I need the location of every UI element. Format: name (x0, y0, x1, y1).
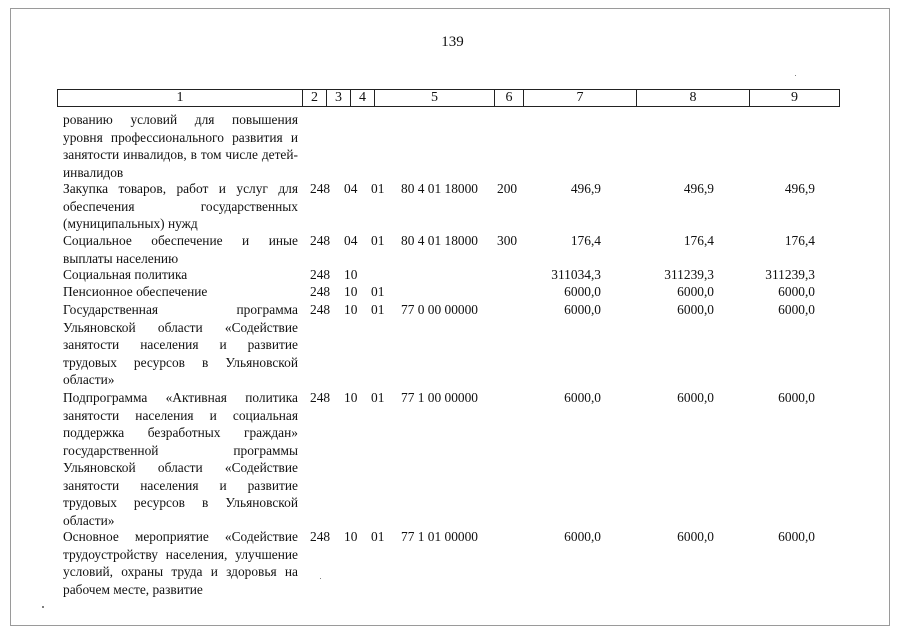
cell-section: 10 (344, 284, 358, 299)
cell-target-article: 77 1 01 00000 (401, 529, 478, 544)
scan-speck (42, 606, 44, 608)
cell-section: 04 (344, 233, 358, 248)
cell-amount-3: 6000,0 (778, 390, 815, 405)
row-description: Пенсионное обеспечение (63, 284, 208, 299)
cell-amount-2: 6000,0 (677, 390, 714, 405)
cell-amount-3: 6000,0 (778, 284, 815, 299)
cell-ministry: 248 (310, 233, 331, 248)
cell-subsection: 01 (371, 181, 385, 196)
cell-subsection: 01 (371, 390, 385, 405)
page-number: 139 (441, 34, 464, 50)
cell-amount-1: 176,4 (570, 233, 601, 248)
cell-ministry: 248 (310, 267, 331, 282)
cell-target-article: 77 0 00 00000 (401, 302, 478, 317)
cell-amount-1: 311034,3 (551, 267, 601, 282)
row-description: Основное мероприятие «Содействие трудоустройству населения, улучшение условий, охраны труда и здоровья на рабочем месте, развитие (63, 529, 298, 597)
cell-expense-type: 200 (497, 181, 518, 196)
row-description: Закупка товаров, работ и услуг для обеспечения государственных (муниципальных) нужд (63, 181, 298, 231)
header-col-1: 1 (57, 89, 303, 107)
cell-amount-1: 6000,0 (564, 390, 601, 405)
cell-amount-1: 6000,0 (564, 284, 601, 299)
cell-amount-3: 311239,3 (765, 267, 815, 282)
header-col-6: 6 (494, 89, 524, 107)
cell-subsection: 01 (371, 284, 385, 299)
cell-amount-3: 6000,0 (778, 529, 815, 544)
cell-amount-3: 176,4 (784, 233, 815, 248)
cell-target-article: 77 1 00 00000 (401, 390, 478, 405)
cell-amount-2: 6000,0 (677, 529, 714, 544)
cell-expense-type: 300 (497, 233, 518, 248)
cell-subsection: 01 (371, 233, 385, 248)
cell-amount-2: 176,4 (683, 233, 714, 248)
cell-section: 10 (344, 529, 358, 544)
cell-section: 10 (344, 267, 358, 282)
cell-amount-2: 6000,0 (677, 302, 714, 317)
row-description: Государственная программа Ульяновской области «Содействие занятости населения и развитие трудовых ресурсов в Ульяновской области» (63, 302, 298, 387)
cell-subsection: 01 (371, 302, 385, 317)
cell-section: 04 (344, 181, 358, 196)
row-description: Подпрограмма «Активная политика занятости населения и социальная поддержка безработных граждан» государственной программы Ульяновской области «Содействие занятости населения и развитие трудовых ресурсов в Ульяновской области» (63, 390, 298, 528)
row-description: Социальная политика (63, 267, 188, 282)
cell-target-article: 80 4 01 18000 (401, 181, 478, 196)
header-col-9: 9 (749, 89, 840, 107)
row-description: Социальное обеспечение и иные выплаты населению (63, 233, 298, 266)
header-col-8: 8 (636, 89, 750, 107)
cell-ministry: 248 (310, 284, 331, 299)
cell-amount-1: 6000,0 (564, 529, 601, 544)
cell-target-article: 80 4 01 18000 (401, 233, 478, 248)
row-description: рованию условий для повышения уровня профессионального развития и занятости инвалидов, в том числе детей-инвалидов (63, 112, 298, 180)
cell-section: 10 (344, 390, 358, 405)
header-col-4: 4 (350, 89, 375, 107)
cell-amount-3: 6000,0 (778, 302, 815, 317)
cell-amount-3: 496,9 (784, 181, 815, 196)
header-col-2: 2 (302, 89, 327, 107)
cell-ministry: 248 (310, 529, 331, 544)
cell-amount-2: 6000,0 (677, 284, 714, 299)
cell-amount-1: 496,9 (570, 181, 601, 196)
header-col-3: 3 (326, 89, 351, 107)
cell-amount-2: 311239,3 (664, 267, 714, 282)
cell-amount-1: 6000,0 (564, 302, 601, 317)
cell-ministry: 248 (310, 181, 331, 196)
header-col-7: 7 (523, 89, 637, 107)
cell-amount-2: 496,9 (683, 181, 714, 196)
cell-ministry: 248 (310, 390, 331, 405)
cell-ministry: 248 (310, 302, 331, 317)
cell-subsection: 01 (371, 529, 385, 544)
header-col-5: 5 (374, 89, 495, 107)
cell-section: 10 (344, 302, 358, 317)
scan-speck (795, 75, 796, 76)
scan-speck (320, 578, 321, 579)
